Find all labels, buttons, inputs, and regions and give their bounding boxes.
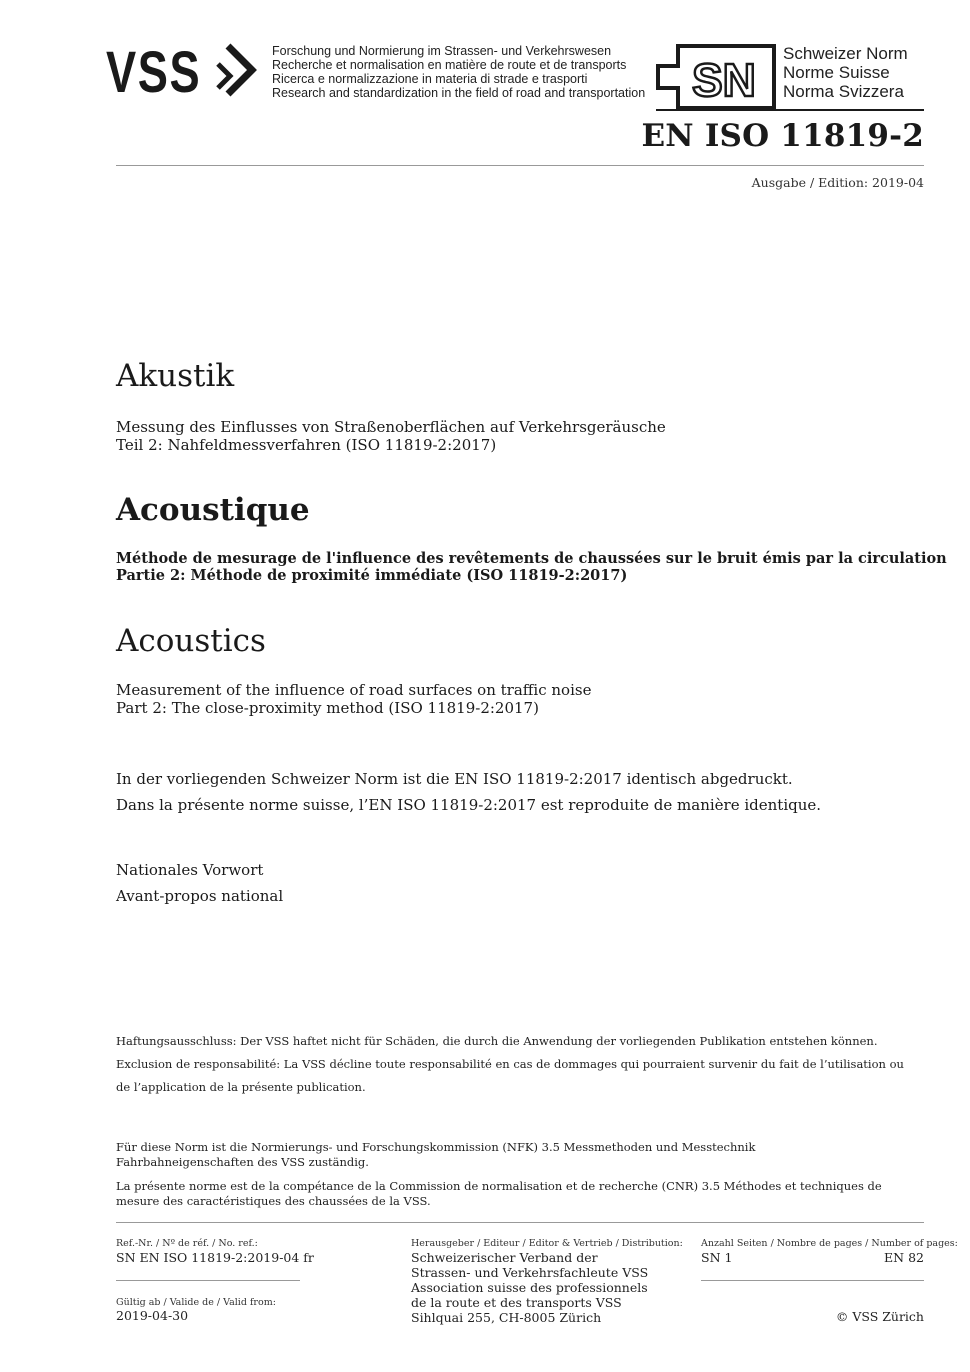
- publisher-label: Herausgeber / Editeur / Editor & Vertrieb / Distribution:: [411, 1238, 683, 1249]
- title-de-line2: Teil 2: Nahfeldmessverfahren (ISO 11819-2:2017): [116, 436, 497, 454]
- vss-logo: [106, 40, 266, 100]
- disclaimer-fr-line1: Exclusion de responsabilité: La VSS décline toute responsabilité en cas de dommages qui pourraient survenir du fait de l’utilisation ou: [116, 1057, 904, 1071]
- valid-from-label: Gültig ab / Valide de / Valid from:: [116, 1297, 276, 1308]
- sn-cross-logo: [656, 44, 776, 112]
- disclaimer-fr-line2: de l’application de la présente publication.: [116, 1080, 366, 1094]
- publisher-line: de la route et des transports VSS: [411, 1295, 622, 1310]
- foreword-fr: Avant-propos national: [116, 887, 284, 905]
- identity-note-de: In der vorliegenden Schweizer Norm ist die EN ISO 11819-2:2017 identisch abgedruckt.: [116, 770, 793, 788]
- vss-tagline-fr: Recherche et normalisation en matière de route et de transports: [272, 58, 627, 72]
- publisher-line: Strassen- und Verkehrsfachleute VSS: [411, 1265, 649, 1280]
- title-fr-line2: Partie 2: Méthode de proximité immédiate (ISO 11819-2:2017): [116, 567, 628, 584]
- title-fr-heading: Acoustique: [116, 492, 310, 528]
- edition-date: Ausgabe / Edition: 2019-04: [751, 175, 924, 190]
- title-fr-line1: Méthode de mesurage de l'influence des revêtements de chaussées sur le bruit émis par la circulation: [116, 550, 947, 567]
- sn-logo-text: SN: [692, 54, 756, 106]
- vss-tagline-de: Forschung und Normierung im Strassen- und Verkehrswesen: [272, 44, 612, 58]
- title-de-line1: Messung des Einflusses von Straßenoberflächen auf Verkehrsgeräusche: [116, 418, 666, 436]
- sn-name-de: Schweizer Norm: [783, 44, 908, 63]
- page-count-en: EN 82: [884, 1250, 924, 1265]
- ref-number-label: Ref.-Nr. / Nº de réf. / No. ref.:: [116, 1238, 258, 1249]
- valid-from-value: 2019-04-30: [116, 1308, 189, 1323]
- disclaimer-de: Haftungsausschluss: Der VSS haftet nicht für Schäden, die durch die Anwendung der vorliegenden Publikation entstehen können.: [116, 1034, 878, 1048]
- vss-tagline-en: Research and standardization in the field of road and transportation: [272, 86, 646, 100]
- publisher-line: Schweizerischer Verband der: [411, 1250, 598, 1265]
- page-count-label: Anzahl Seiten / Nombre de pages / Number of pages:: [701, 1238, 958, 1249]
- publisher-line: Sihlquai 255, CH-8005 Zürich: [411, 1310, 602, 1325]
- header-divider: [116, 165, 924, 166]
- competence-de: Für diese Norm ist die Normierungs- und Forschungskommission (NFK) 3.5 Messmethoden und Messtechnik Fahrbahneigenschaften des VSS zuständig.: [116, 1140, 756, 1169]
- copyright: © VSS Zürich: [835, 1309, 924, 1324]
- ref-divider: [116, 1280, 300, 1281]
- sn-underline: [656, 109, 924, 111]
- vss-tagline: [272, 44, 645, 100]
- sn-names: [783, 44, 908, 101]
- page-count-divider: [701, 1280, 924, 1281]
- foreword-de: Nationales Vorwort: [116, 861, 264, 879]
- title-en-heading: Acoustics: [116, 623, 266, 659]
- identity-note-fr: Dans la présente norme suisse, l’EN ISO 11819-2:2017 est reproduite de manière identique.: [116, 796, 822, 814]
- standard-number: EN ISO 11819-2: [641, 118, 924, 154]
- vss-logo-text: VSS: [106, 40, 202, 100]
- footer-divider: [116, 1222, 924, 1223]
- publisher-line: Association suisse des professionnels: [411, 1280, 648, 1295]
- vss-tagline-it: Ricerca e normalizzazione in materia di strade e trasporti: [272, 72, 588, 86]
- sn-name-fr: Norme Suisse: [783, 63, 890, 82]
- ref-number-value: SN EN ISO 11819-2:2019-04 fr: [116, 1250, 314, 1265]
- title-fr-subtitle: [116, 550, 947, 584]
- title-de-heading: Akustik: [116, 358, 235, 394]
- publisher-address: [411, 1250, 648, 1325]
- title-de-subtitle: [116, 418, 666, 454]
- competence-fr: La présente norme est de la compétance de la Commission de normalisation et de recherche (CNR) 3.5 Méthodes et techniques de mesure des caractéristiques des chaussées de la VSS.: [116, 1179, 882, 1208]
- sn-name-it: Norma Svizzera: [783, 82, 904, 101]
- title-en-line1: Measurement of the influence of road surfaces on traffic noise: [116, 681, 592, 699]
- page-count-sn: SN 1: [701, 1250, 733, 1265]
- title-en-subtitle: [116, 681, 591, 717]
- title-en-line2: Part 2: The close-proximity method (ISO 11819-2:2017): [116, 699, 539, 717]
